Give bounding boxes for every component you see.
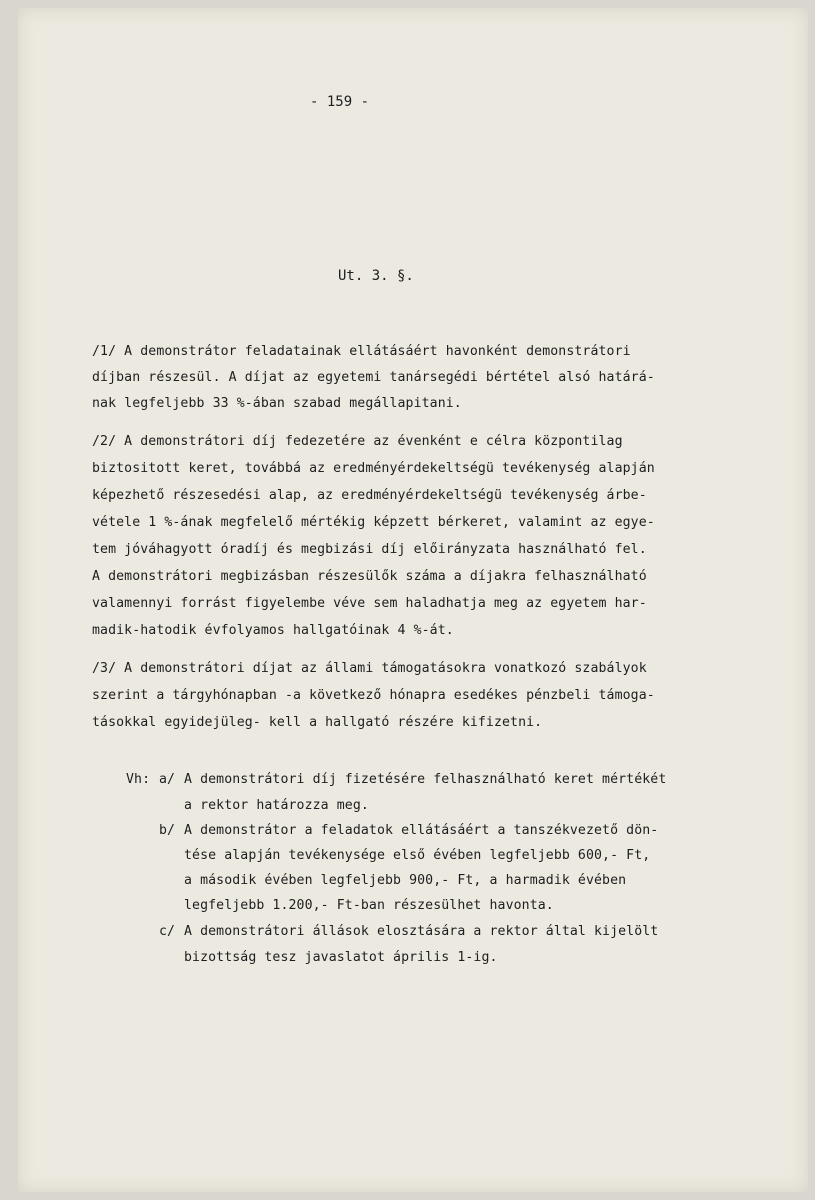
paragraph-3-line-2: szerint a tárgyhónapban -a következő hónapra esedékes pénzbeli támoga- [92,688,655,703]
paragraph-2-line-1: /2/ A demonstrátori díj fedezetére az évenként e célra központilag [92,434,623,449]
paragraph-2-line-7: valamennyi forrást figyelembe véve sem haladhatja meg az egyetem har- [92,596,647,611]
paragraph-1-line-3: nak legfeljebb 33 %-ában szabad megállapitani. [92,396,462,411]
paragraph-1-line-2: díjban részesül. A díjat az egyetemi tanársegédi bértétel alsó határá- [92,370,655,385]
vh-item-b-marker: b/ [159,823,176,838]
vh-item-c-line-2: bizottság tesz javaslatot április 1-ig. [184,950,498,965]
paragraph-3-line-3: tásokkal egyidejüleg- kell a hallgató részére kifizetni. [92,715,543,730]
vh-item-a-line-1: A demonstrátori díj fizetésére felhasználható keret mértékét [184,772,667,787]
paragraph-1-line-1: /1/ A demonstrátor feladatainak ellátásáért havonként demonstrátori [92,344,631,359]
vh-label: Vh: [126,772,151,787]
vh-item-b-line-3: a második évében legfeljebb 900,- Ft, a harmadik évében [184,873,627,888]
section-title: Ut. 3. §. [338,268,414,284]
vh-item-b-line-1: A demonstrátor a feladatok ellátásáért a tanszékvezető dön- [184,823,659,838]
vh-item-a-line-2: a rektor határozza meg. [184,798,369,813]
vh-item-a-marker: a/ [159,772,176,787]
vh-item-c-line-1: A demonstrátori állások elosztására a rektor által kijelölt [184,924,659,939]
paragraph-2-line-6: A demonstrátori megbizásban részesülők száma a díjakra felhasználható [92,569,647,584]
vh-item-b-line-2: tése alapján tevékenysége első évében legfeljebb 600,- Ft, [184,848,651,863]
paragraph-2-line-2: biztositott keret, továbbá az eredményérdekeltségü tevékenység alapján [92,461,655,476]
vh-item-b-line-4: legfeljebb 1.200,- Ft-ban részesülhet havonta. [184,898,554,913]
paragraph-3-line-1: /3/ A demonstrátori díjat az állami támogatásokra vonatkozó szabályok [92,661,647,676]
paragraph-2-line-8: madik-hatodik évfolyamos hallgatóinak 4 %-át. [92,623,454,638]
paragraph-2-line-3: képezhető részesedési alap, az eredményérdekeltségü tevékenység árbe- [92,488,647,503]
paragraph-2-line-5: tem jóváhagyott óradíj és megbizási díj előirányzata használható fel. [92,542,647,557]
document-page [18,8,808,1192]
paragraph-2-line-4: vétele 1 %-ának megfelelő mértékig képzett bérkeret, valamint az egye- [92,515,655,530]
vh-item-c-marker: c/ [159,924,176,939]
page-number: - 159 - [310,94,370,110]
